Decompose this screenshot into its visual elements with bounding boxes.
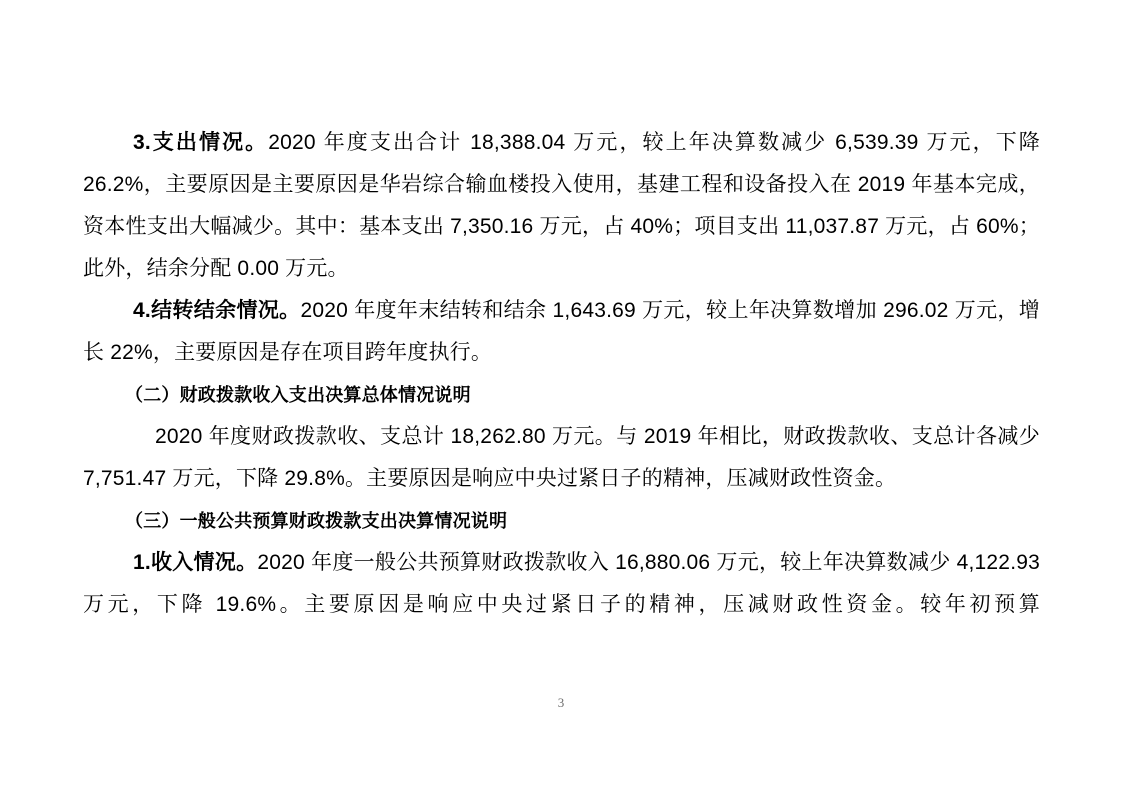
page-body [83, 122, 1040, 626]
paragraph-text-income: 2020 年度一般公共预算财政拨款收入 16,880.06 万元，较上年决算数减少 4,122.93 万元，下降 19.6%。主要原因是响应中央过紧日子的精神，压减财政性资金。较年初预算 [83, 551, 1040, 616]
page-number: 3 [557, 695, 565, 710]
paragraph-text-fiscal-total: 2020 年度财政拨款收、支总计 18,262.80 万元。与 2019 年相比，财政拨款收、支总计各减少 7,751.47 万元，下降 29.8%。主要原因是响应中央过紧日子的精神，压减财政性资金。 [83, 425, 1040, 490]
paragraph-fiscal-appropriation-total [83, 416, 1040, 500]
paragraph-expenditure-overview [83, 122, 1040, 290]
paragraph-carryover-balance [83, 290, 1040, 374]
paragraph-lead-income: 1.收入情况。 [133, 551, 258, 574]
paragraph-text-carryover: 2020 年度年末结转和结余 1,643.69 万元，较上年决算数增加 296.02 万元，增长 22%，主要原因是存在项目跨年度执行。 [83, 299, 1040, 364]
paragraph-lead-carryover: 4.结转结余情况。 [133, 299, 301, 322]
paragraph-lead-expenditure: 3.支出情况。 [133, 131, 269, 154]
paragraph-text-expenditure: 2020 年度支出合计 18,388.04 万元，较上年决算数减少 6,539.39 万元，下降 26.2%，主要原因是主要原因是华岩综合输血楼投入使用，基建工程和设备投入在 2019 年基本完成，资本性支出大幅减少。其中：基本支出 7,350.16 万元，占 40%；项目支出 11,037.87 万元，占 60%；此外，结余分配 0.00 万元。 [83, 131, 1040, 280]
heading-section-three: （三）一般公共预算财政拨款支出决算情况说明 [125, 511, 508, 531]
heading-section-two: （二）财政拨款收入支出决算总体情况说明 [125, 385, 471, 405]
paragraph-income-overview [83, 542, 1040, 626]
